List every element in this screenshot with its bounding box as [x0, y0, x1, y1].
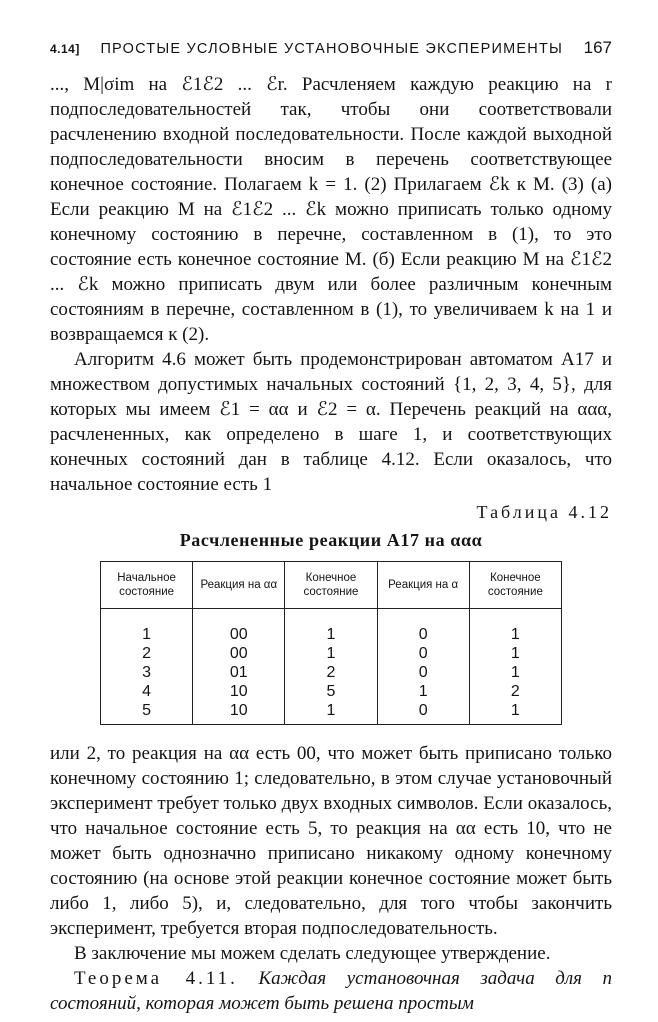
table-spacer-row [101, 609, 562, 626]
running-header [50, 38, 612, 72]
cell-final-state-2: 1 [469, 625, 561, 644]
header-final-state-1: Конечное состояние [285, 562, 377, 609]
table-row [101, 663, 562, 682]
cell-response-a: 0 [377, 625, 469, 644]
table-row [101, 625, 562, 644]
table-header-row [101, 562, 562, 609]
table-row [101, 644, 562, 663]
cell-response-a: 0 [377, 644, 469, 663]
cell-response-aa: 10 [193, 682, 285, 701]
cell-final-state-1: 2 [285, 663, 377, 682]
page-number: 167 [583, 38, 612, 57]
theorem-text: Каждая установочная задача для n состояний, которая может быть решена простым [50, 968, 613, 1014]
cell-initial-state: 1 [101, 625, 193, 644]
table-row [101, 682, 562, 701]
cell-initial-state: 2 [101, 644, 193, 663]
cell-response-a: 1 [377, 682, 469, 701]
cell-initial-state: 5 [101, 701, 193, 725]
cell-response-a: 0 [377, 663, 469, 682]
header-response-a: Реакция на α [377, 562, 469, 609]
paragraph-theorem [50, 966, 612, 1016]
cell-initial-state: 4 [101, 682, 193, 701]
cell-final-state-2: 1 [469, 701, 561, 725]
cell-response-aa: 01 [193, 663, 285, 682]
cell-final-state-2: 1 [469, 663, 561, 682]
table-row [101, 701, 562, 725]
cell-response-a: 0 [377, 701, 469, 725]
paragraph-explanation: или 2, то реакция на αα есть 00, что может быть приписано только конечному состоянию 1; следовательно, в этом случае установочный эксперимент требует только двух входных символов. Если оказалось, что начальное состояние есть 5, то реакция на αα есть 10, что не может быть однозначно приписано никакому одному конечному состоянию (на основе этой реакции конечное состояние может быть либо 1, либо 5), и, следовательно, для того чтобы закончить эксперимент, требуется вторая подпоследовательность. [50, 743, 612, 939]
cell-final-state-1: 1 [285, 701, 377, 725]
header-final-state-2: Конечное состояние [469, 562, 561, 609]
table-caption: Таблица 4.12 [476, 502, 612, 522]
running-title: ПРОСТЫЕ УСЛОВНЫЕ УСТАНОВОЧНЫЕ ЭКСПЕРИМЕНТЫ [100, 41, 564, 57]
section-number: 4.14] [50, 42, 80, 56]
paragraph-example: Алгоритм 4.6 может быть продемонстрирован автоматом A17 и множеством допустимых начальных состояний {1, 2, 3, 4, 5}, для которых мы имеем ℰ1 = αα и ℰ2 = α. Перечень реакций на ααα, расчлененных, как определено в шаге 1, и соответствующих конечных состояний дан в таблице 4.12. Если оказалось, что начальное состояние есть 1 [50, 349, 612, 495]
cell-final-state-1: 1 [285, 625, 377, 644]
header-response-aa: Реакция на αα [193, 562, 285, 609]
cell-response-aa: 00 [193, 625, 285, 644]
cell-response-aa: 00 [193, 644, 285, 663]
cell-final-state-1: 1 [285, 644, 377, 663]
table-title: Расчлененные реакции A17 на ααα [179, 530, 483, 550]
header-initial-state: Начальное состояние [101, 562, 193, 609]
paragraph-algorithm-steps: ..., M|σim на ℰ1ℰ2 ... ℰr. Расчленяем каждую реакцию на r подпоследовательностей так, чтобы они соответствовали расчленению входной последовательности. После каждой выходной подпоследовательности вносим в перечень соответствующее конечное состояние. Полагаем k = 1. (2) Прилагаем ℰk к M. (3) (а) Если реакцию M на ℰ1ℰ2 ... ℰk можно приписать только одному конечному состоянию в перечне, составленном в (1), то это состояние есть конечное состояние M. (б) Если реакцию M на ℰ1ℰ2 ... ℰk можно приписать двум или более различным конечным состояниям в перечне, составленном в (1), то увеличиваем k на 1 и возвращаемся к (2). [50, 74, 612, 345]
cell-final-state-2: 2 [469, 682, 561, 701]
cell-initial-state: 3 [101, 663, 193, 682]
cell-final-state-1: 5 [285, 682, 377, 701]
cell-final-state-2: 1 [469, 644, 561, 663]
book-page [50, 38, 612, 1016]
cell-response-aa: 10 [193, 701, 285, 725]
responses-table [100, 561, 562, 725]
theorem-label: Теорема 4.11. [74, 968, 238, 989]
paragraph-conclusion: В заключение мы можем сделать следующее утверждение. [74, 943, 551, 964]
